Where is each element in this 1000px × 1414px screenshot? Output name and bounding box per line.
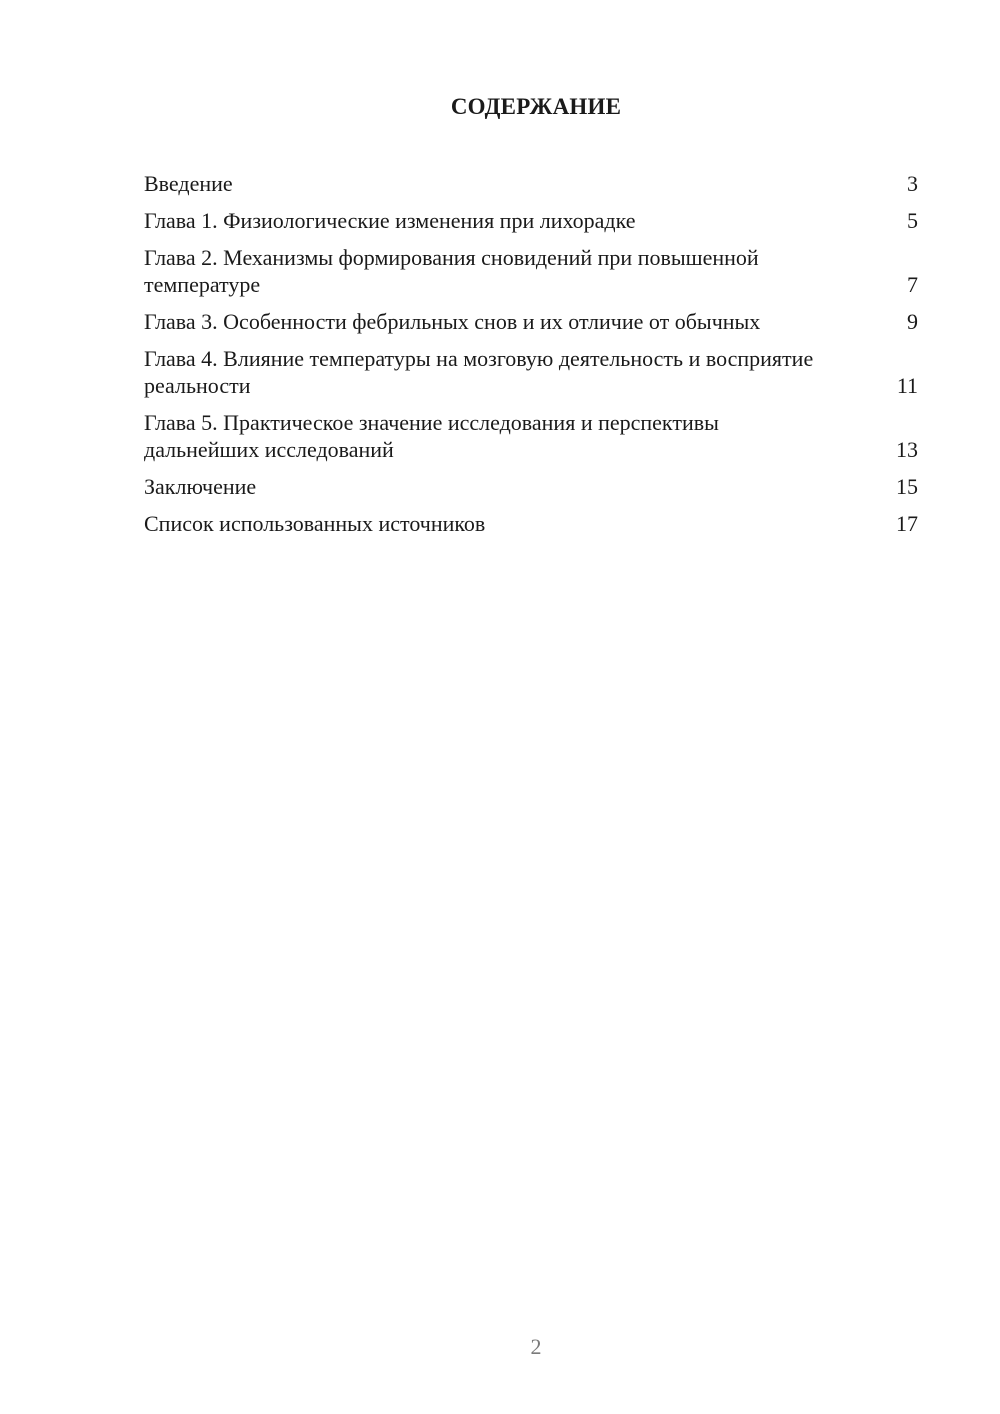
toc-entry-title: Список использованных источников	[144, 511, 486, 536]
toc-entry	[144, 308, 918, 335]
toc-entry-title: Заключение	[144, 474, 257, 499]
toc-entry-title: Глава 2. Механизмы формирования сновидений при повышенной температуре	[144, 245, 759, 297]
toc-entry-title: Глава 4. Влияние температуры на мозговую деятельность и восприятие реальности	[144, 346, 814, 398]
toc-entry	[144, 244, 918, 298]
toc-entry-title: Глава 3. Особенности фебрильных снов и их отличие от обычных	[144, 309, 761, 334]
toc-entry-page: 7	[907, 272, 918, 297]
toc-entry	[144, 473, 918, 500]
toc-entry-page: 3	[907, 171, 918, 196]
toc-entry-page: 17	[896, 511, 918, 536]
toc-entry-page: 13	[896, 437, 918, 462]
toc-entry-page: 5	[907, 208, 918, 233]
toc-entry	[144, 170, 918, 197]
toc-entry	[144, 409, 918, 463]
table-of-contents	[144, 170, 918, 547]
toc-entry	[144, 510, 918, 537]
toc-entry-page: 9	[907, 309, 918, 334]
toc-entry-page: 15	[896, 474, 918, 499]
toc-entry-title: Глава 1. Физиологические изменения при лихорадке	[144, 208, 636, 233]
page-number: 2	[530, 1334, 542, 1359]
toc-entry-title: Введение	[144, 171, 233, 196]
toc-entry	[144, 345, 918, 399]
toc-entry	[144, 207, 918, 234]
toc-entry-title: Глава 5. Практическое значение исследования и перспективы дальнейших исследований	[144, 410, 719, 462]
toc-entry-page: 11	[896, 373, 918, 398]
page-title: СОДЕРЖАНИЕ	[450, 94, 622, 119]
